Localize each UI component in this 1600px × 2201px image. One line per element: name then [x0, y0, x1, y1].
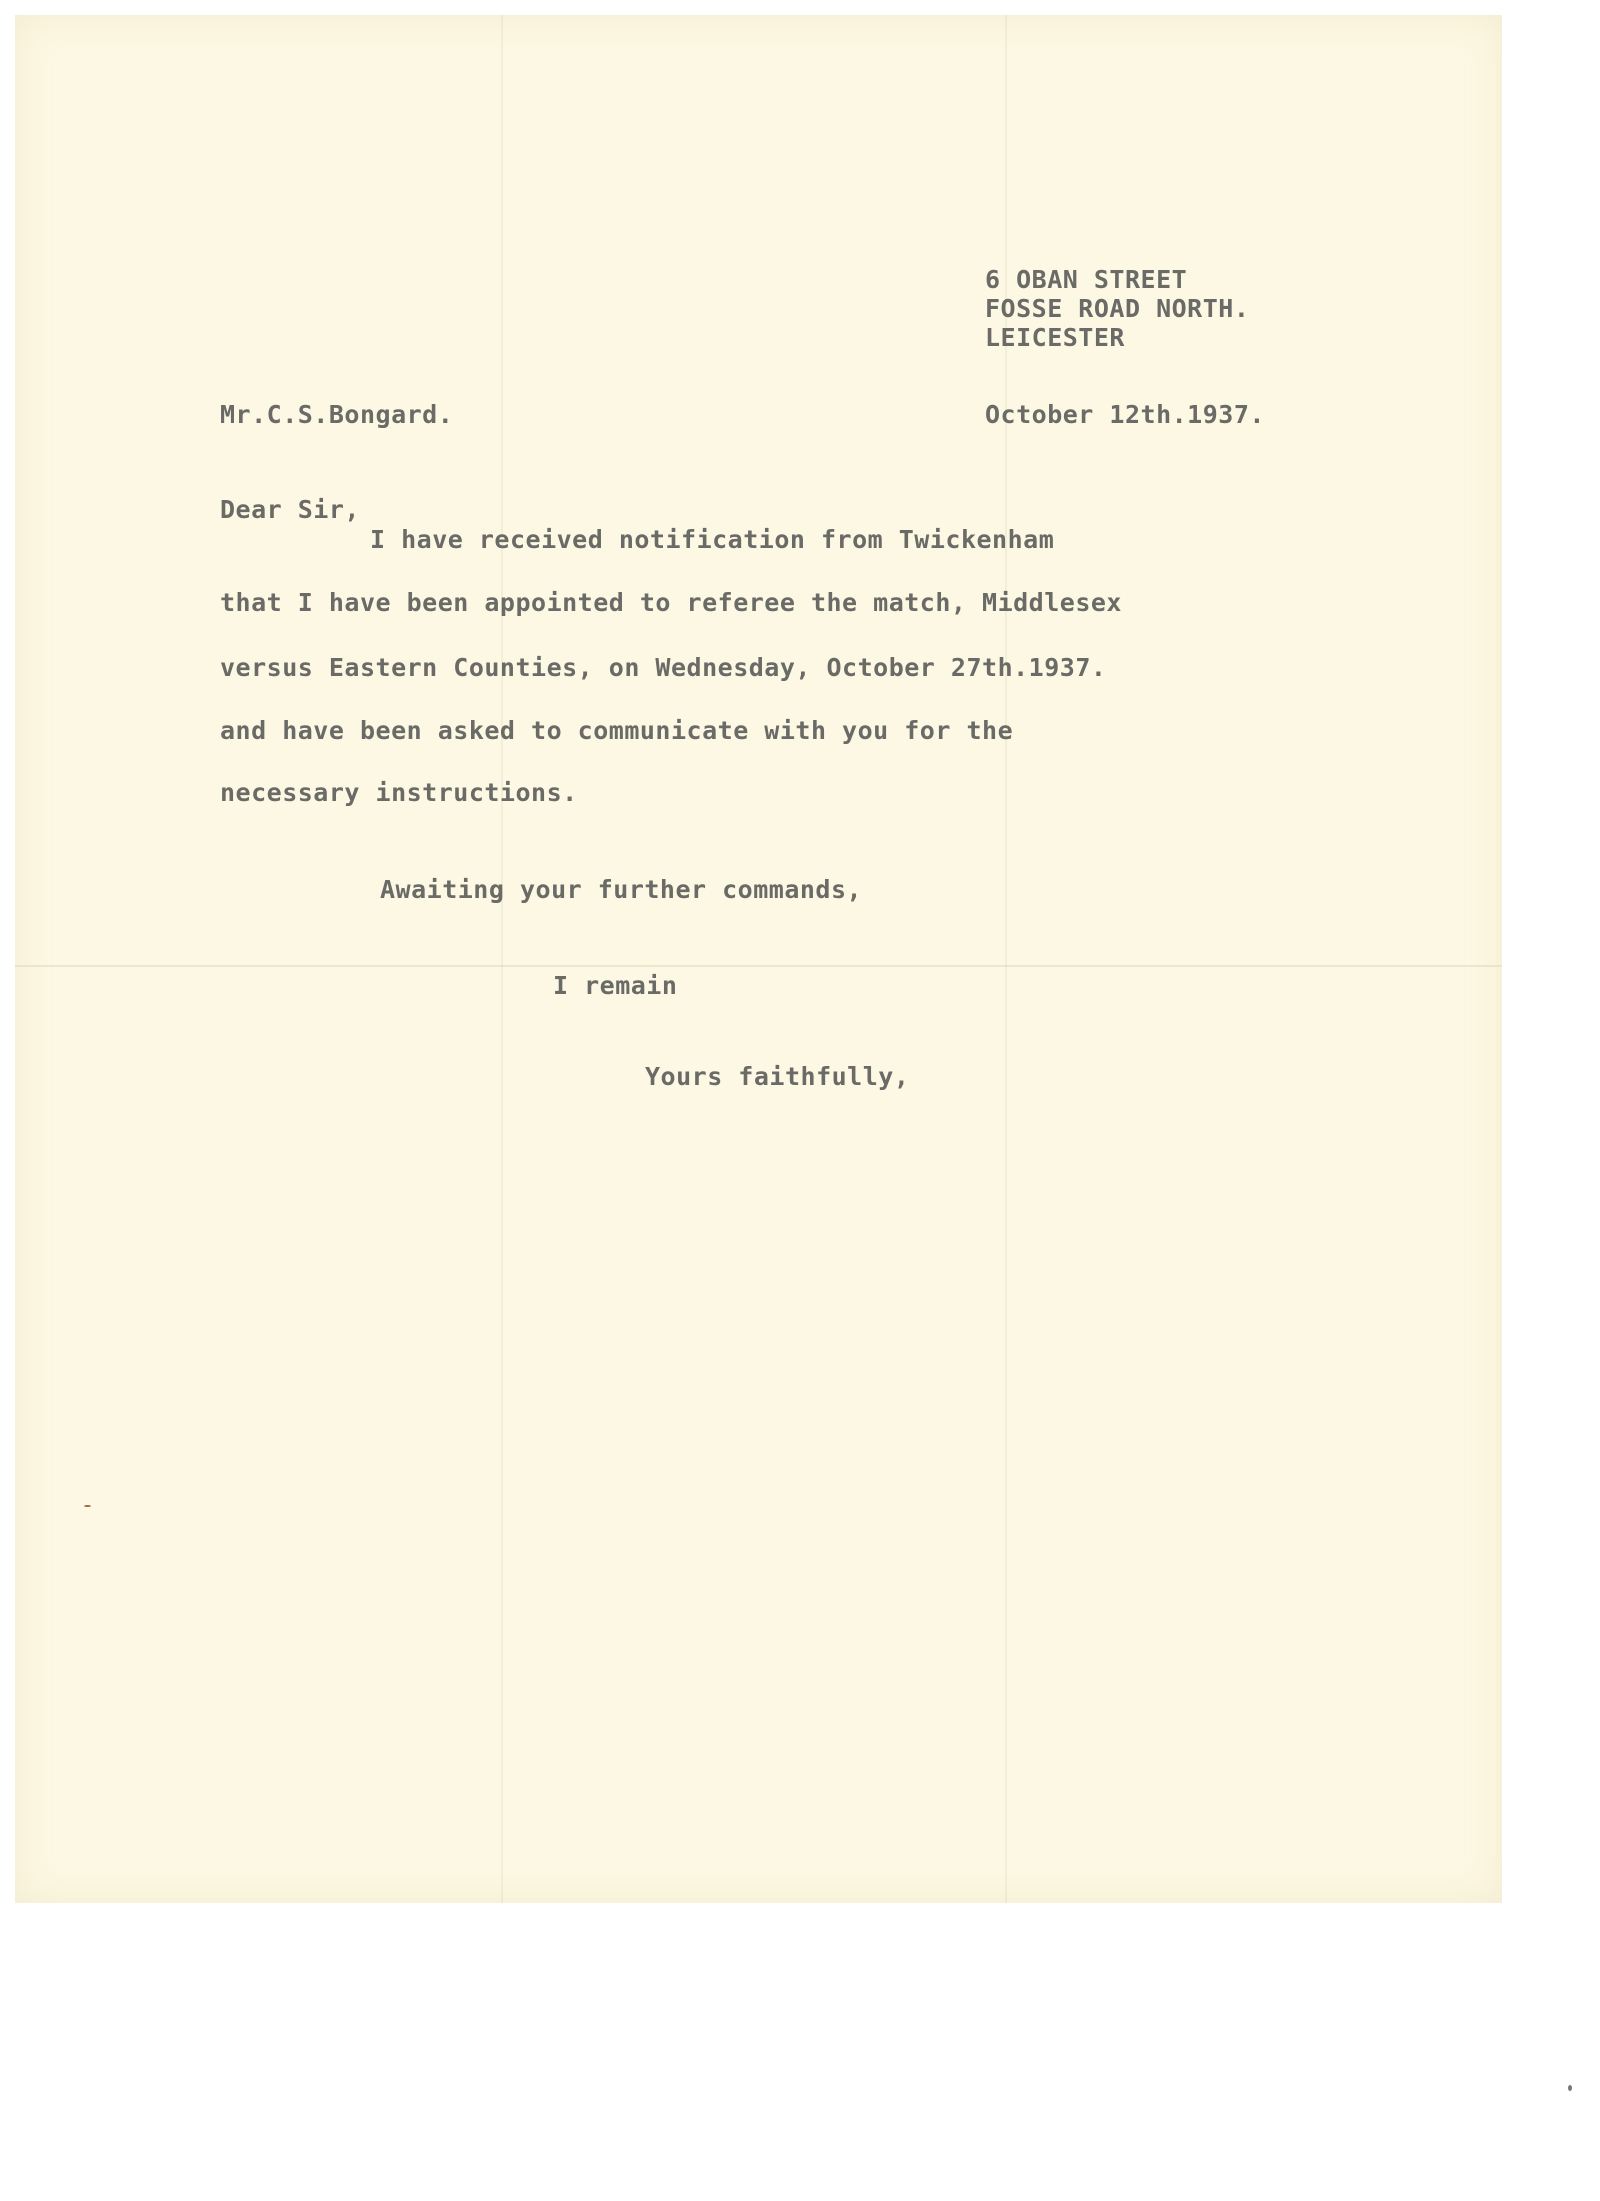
closing-line: I remain [553, 971, 678, 1000]
recipient-name: Mr.C.S.Bongard. [220, 400, 454, 429]
sender-address-line-2: FOSSE ROAD NORTH. [985, 294, 1250, 323]
body-line: that I have been appointed to referee the match, Middlesex [220, 588, 1122, 617]
paper-fold-line [501, 15, 503, 1903]
body-line: necessary instructions. [220, 778, 578, 807]
speck-mark [1568, 2085, 1572, 2091]
salutation: Dear Sir, [220, 495, 360, 524]
body-line: versus Eastern Counties, on Wednesday, October 27th.1937. [220, 653, 1107, 682]
closing-line: Awaiting your further commands, [380, 875, 863, 904]
speck-mark [84, 1505, 91, 1507]
letter-paper [15, 15, 1502, 1903]
sender-address-line-3: LEICESTER [985, 323, 1125, 352]
letter-date: October 12th.1937. [985, 400, 1265, 429]
body-line: I have received notification from Twickenham [370, 525, 1055, 554]
closing-signoff: Yours faithfully, [645, 1062, 910, 1091]
paper-fold-line [15, 965, 1502, 967]
body-line: and have been asked to communicate with you for the [220, 716, 1014, 745]
sender-address-line-1: 6 OBAN STREET [985, 265, 1188, 294]
